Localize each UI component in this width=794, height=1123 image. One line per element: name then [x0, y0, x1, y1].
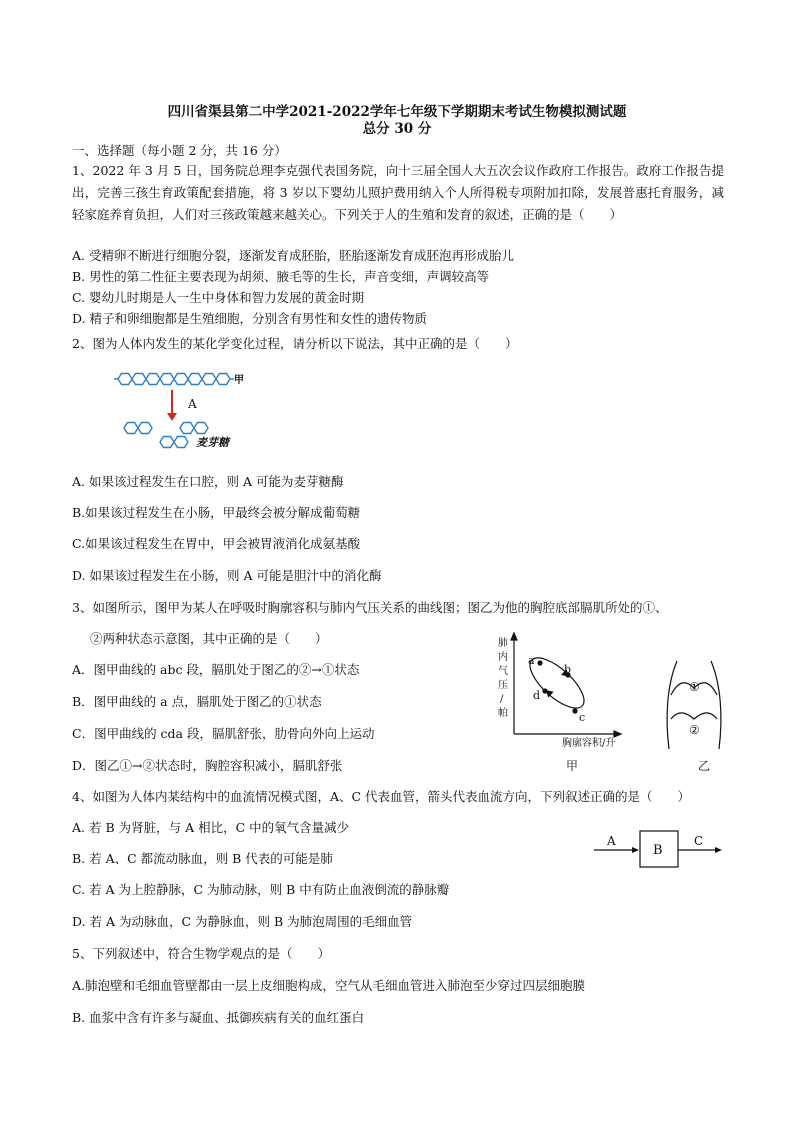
q4-option-c: C. 若 A 为上腔静脉，C 为肺动脉，则 B 中有防止血液倒流的静脉瓣 — [72, 882, 450, 897]
diaphragm-state-2 — [671, 713, 717, 719]
pressure-volume-graph — [490, 630, 630, 775]
q1-option-a: A. 受精卵不断进行细胞分裂，逐渐发育成胚胎，胚胎逐渐发育成胚泡再形成胎儿 — [72, 248, 514, 263]
polysaccharide-chain — [114, 374, 234, 385]
y-axis-char-5: / — [500, 694, 504, 705]
q2-option-b: B.如果该过程发生在小肠，甲最终会被分解成葡萄糖 — [72, 505, 361, 520]
q5-option-a: A.肺泡壁和毛细血管壁都由一层上皮细胞构成，空气从毛细血管进入肺泡至少穿过四层细胞膜 — [72, 978, 586, 993]
q1-option-d: D. 精子和卵细胞都是生殖细胞，分别含有男性和女性的遗传物质 — [72, 311, 428, 326]
q1-option-c: C. 婴幼儿时期是人一生中身体和智力发展的黄金时期 — [72, 290, 365, 305]
point-b-label: b — [564, 663, 572, 676]
inflow-arrow-head — [632, 847, 639, 853]
q2-option-d: D. 如果该过程发生在小肠，则 A 可能是胆汁中的消化酶 — [72, 568, 382, 583]
structure-b-label: B — [653, 843, 663, 858]
q2-option-c: C.如果该过程发生在胃中，甲会被胃液消化成氨基酸 — [72, 536, 361, 551]
state-2-label: ② — [689, 723, 700, 737]
diaphragm-caption-yi: 乙 — [698, 759, 711, 773]
q5-stem: 5、下列叙述中，符合生物学观点的是（ ） — [72, 946, 330, 961]
outflow-arrow-head — [715, 847, 722, 853]
q1-option-b: B. 男性的第二性征主要表现为胡须、腋毛等的生长，声音变细，声调较高等 — [72, 269, 490, 284]
vessel-a-label: A — [607, 834, 616, 848]
graph-axes — [511, 633, 621, 737]
enzyme-arrow — [167, 390, 177, 421]
y-axis-char-3: 气 — [498, 666, 508, 677]
y-axis-char-6: 帕 — [498, 708, 508, 719]
substance-jia-label: 甲 — [234, 375, 244, 386]
paper-title: 四川省渠县第二中学2021-2022学年七年级下学期期末考试生物模拟测试题 — [167, 104, 627, 120]
point-a-marker — [537, 660, 542, 665]
q3-stem-line1: 3、如图所示，图甲为某人在呼吸时胸廓容积与肺内气压关系的曲线图；图乙为他的胸腔底部膈肌所处的①、 — [72, 600, 668, 615]
q4-option-d: D. 若 A 为动脉血，C 为静脉血，则 B 为肺泡周围的毛细血管 — [72, 914, 413, 929]
maltose-label: 麦芽糖 — [196, 436, 229, 449]
q4-option-b: B. 若 A、C 都流动脉血，则 B 代表的可能是肺 — [72, 851, 333, 866]
point-d-label: d — [533, 689, 541, 702]
point-a-label: a — [528, 654, 535, 667]
q5-option-b: B. 血浆中含有许多与凝血、抵御疾病有关的血红蛋白 — [72, 1010, 365, 1025]
q3-option-c: C．图甲曲线的 cda 段，膈肌舒张，肋骨向外向上运动 — [72, 726, 375, 741]
q4-option-a: A. 若 B 为肾脏，与 A 相比，C 中的氧气含量减少 — [72, 820, 350, 835]
q4-stem: 4、如图为人体内某结构中的血流情况模式图，A、C 代表血管，箭头代表血流方向，下列叙述正确的是（ ） — [72, 789, 691, 804]
starch-digestion-figure — [110, 362, 270, 458]
q2-stem: 2、图为人体内发生的某化学变化过程，请分析以下说法，其中正确的是（ ） — [72, 336, 518, 351]
total-score: 总分 30 分 — [362, 121, 432, 137]
section-heading: 一、选择题（每小题 2 分，共 16 分） — [72, 143, 287, 158]
q1-stem: 1、2022 年 3 月 5 日，国务院总理李克强代表国务院，向十三届全国人大五次会议作政府工作报告。政府工作报告提出，完善三孩生育政策配套措施，将 3 岁以下婴幼儿照护费用纳入个人所得税专项附加扣除，发展普惠托育服务，减轻家庭养育负担，人们对三孩政策越来越关心。下列关于人的生殖和发育的叙述，正确的是（ ） — [72, 163, 724, 222]
y-axis-char-2: 内 — [498, 652, 508, 663]
point-c-marker — [572, 708, 577, 713]
q3-option-a: A．图甲曲线的 abc 段，膈肌处于图乙的②→①状态 — [72, 662, 360, 677]
graph-caption-jia: 甲 — [566, 759, 579, 773]
y-axis-char-4: 压 — [498, 680, 508, 691]
x-axis-label: 胸廓容积/升 — [562, 738, 616, 749]
point-d-marker — [542, 688, 547, 693]
y-axis-char-1: 肺 — [498, 638, 508, 649]
blood-flow-diagram — [590, 826, 730, 872]
q3-option-d: D．图乙①→②状态时，胸腔容积减小，膈肌舒张 — [72, 758, 343, 773]
q2-option-a: A. 如果该过程发生在口腔，则 A 可能为麦芽糖酶 — [72, 474, 344, 489]
point-c-label: c — [579, 711, 586, 724]
diaphragm-diagram — [655, 655, 735, 775]
state-1-label: ① — [689, 680, 700, 694]
q3-stem-line2: ②两种状态示意图，其中正确的是（ ） — [90, 631, 328, 646]
enzyme-a-label: A — [188, 397, 197, 411]
vessel-c-label: C — [694, 834, 704, 848]
q3-option-b: B．图甲曲线的 a 点，膈肌处于图乙的①状态 — [72, 694, 322, 709]
